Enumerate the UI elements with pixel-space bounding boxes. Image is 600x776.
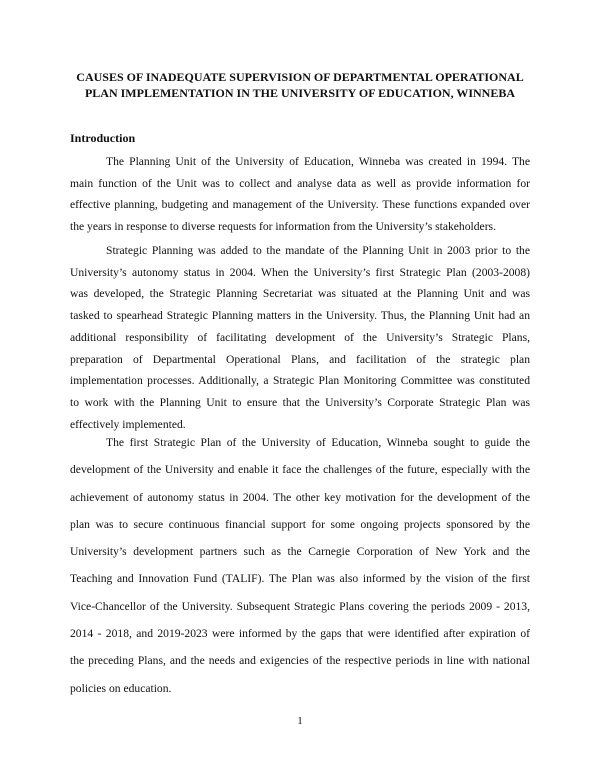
paragraph-line: implementation processes. Additionally, a Strategic Plan Monitoring Committee was constituted [70, 374, 530, 388]
paragraph-line: was developed, the Strategic Planning Secretariat was situated at the Planning Unit and was [70, 287, 530, 301]
paragraph-line: The first Strategic Plan of the University of Education, Winneba sought to guide the [106, 436, 530, 449]
paragraph-line: University’s autonomy status in 2004. When the University’s first Strategic Plan (2003-2008) [70, 265, 530, 279]
paragraph-line: University’s development partners such as the Carnegie Corporation of New York and the [70, 545, 530, 559]
paragraph-line: additional responsibility of facilitating development of the University’s Strategic Plans, [70, 330, 530, 344]
section-heading: Introduction [70, 131, 136, 145]
paragraph-line: Vice-Chancellor of the University. Subsequent Strategic Plans covering the periods 2009 - 2013, [70, 599, 530, 613]
paragraph-line: tasked to spearhead Strategic Planning matters in the University. Thus, the Planning Unit had an [70, 309, 530, 323]
paragraph-line: effective planning, budgeting and management of the University. These functions expanded over [70, 198, 530, 212]
paragraph-line: main function of the Unit was to collect and analyse data as well as provide information for [70, 176, 530, 190]
paragraph-line: effectively implemented. [70, 417, 186, 431]
paragraph-line: to work with the Planning Unit to ensure that the University’s Corporate Strategic Plan was [70, 395, 530, 409]
paragraph-line: Strategic Planning was added to the mandate of the Planning Unit in 2003 prior to the [106, 244, 530, 257]
paragraph-line: achievement of autonomy status in 2004. The other key motivation for the development of the [70, 490, 530, 504]
paragraph-line: plan was to secure continuous financial support for some ongoing projects sponsored by the [70, 517, 530, 531]
paragraph-line: Teaching and Innovation Fund (TALIF). The Plan was also informed by the vision of the first [70, 572, 530, 586]
paragraph-line: The Planning Unit of the University of Education, Winneba was created in 1994. The [106, 155, 530, 168]
paragraph-line: the preceding Plans, and the needs and exigencies of the respective periods in line with national [70, 654, 530, 668]
paragraph-line: 2014 - 2018, and 2019-2023 were informed by the gaps that were identified after expiration of [70, 627, 530, 641]
title-line: CAUSES OF INADEQUATE SUPERVISION OF DEPARTMENTAL OPERATIONAL [76, 70, 524, 84]
paragraph [70, 429, 530, 702]
title-line: PLAN IMPLEMENTATION IN THE UNIVERSITY OF EDUCATION, WINNEBA [84, 86, 516, 100]
paragraph-line: development of the University and enable it face the challenges of the future, especially with the [70, 463, 530, 477]
paragraph-line: preparation of Departmental Operational Plans, and facilitation of the strategic plan [70, 352, 530, 366]
paragraph-line: policies on education. [70, 681, 172, 695]
document-title [60, 69, 540, 101]
paragraph-line: the years in response to diverse requests for information from the University’s stakeholders. [70, 220, 496, 234]
page-number: 1 [297, 715, 303, 727]
paragraph [70, 151, 530, 238]
paragraph [70, 240, 530, 435]
